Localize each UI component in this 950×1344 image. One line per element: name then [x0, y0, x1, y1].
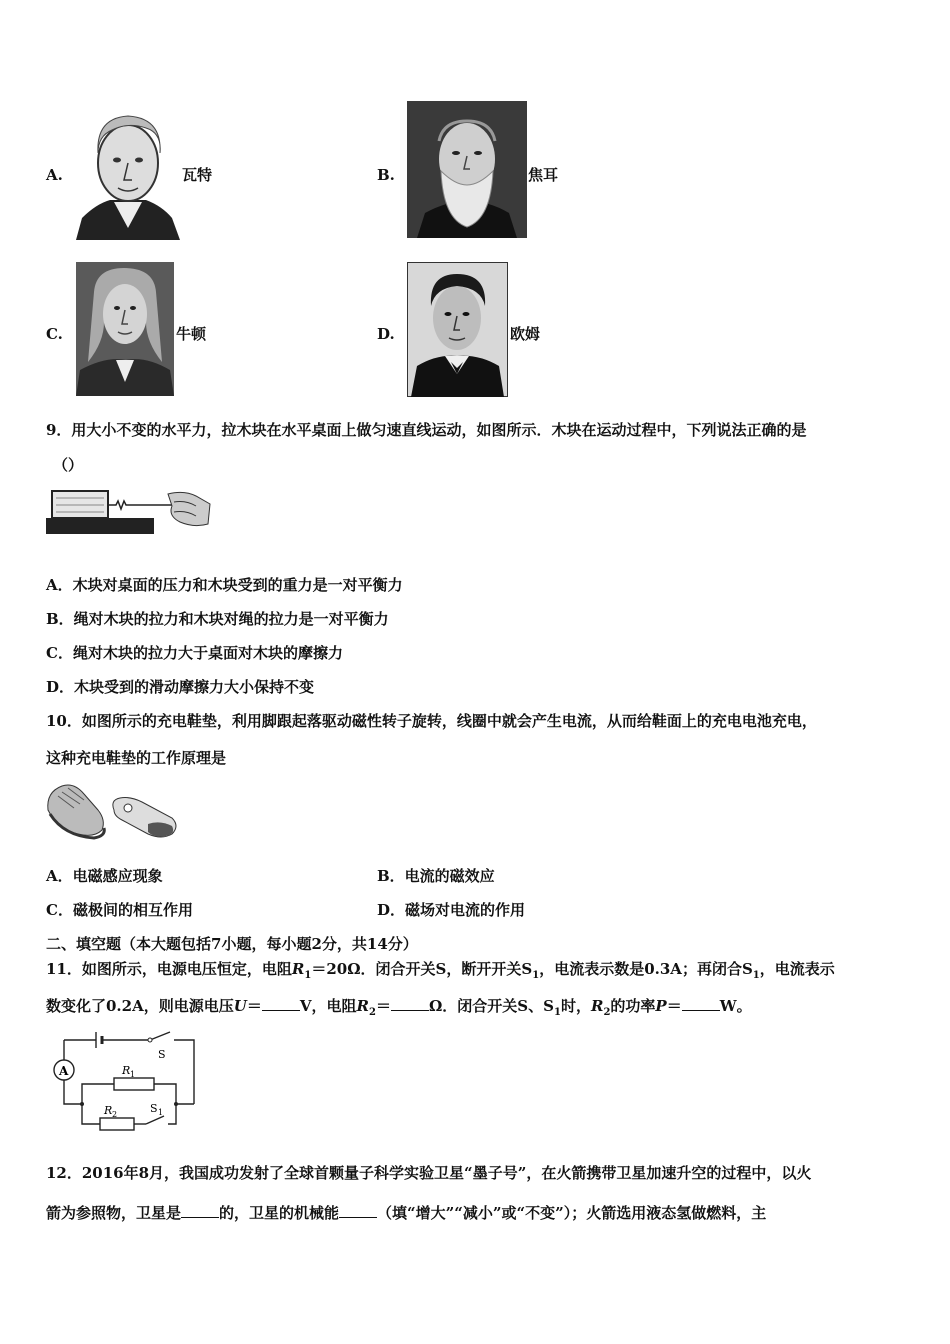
circuit-r1-label: R	[122, 1064, 131, 1077]
q9-stem-line2: （）	[53, 456, 84, 474]
circuit-r2-sub: 2	[112, 1110, 118, 1119]
q9-option-b: B．绳对木块的拉力和木块对绳的拉力是一对平衡力	[46, 610, 389, 628]
q12-blank-motion-state[interactable]	[181, 1203, 219, 1218]
q10-option-d: D．磁场对电流的作用	[377, 901, 526, 919]
q10-option-b: B．电流的磁效应	[377, 867, 495, 885]
q8-option-a-name: 瓦特	[182, 166, 213, 184]
q11-stem-line2: 数变化了0.2A，则电源电压U＝ V，电阻$R_2= \Omega$．闭合开关S、$S_1$时，$R_2$的功率P＝ W。	[46, 997, 752, 1018]
q11-blank-power[interactable]	[682, 996, 720, 1011]
q8-option-a-letter: A.	[46, 166, 63, 184]
circuit-r1-sub: 1	[130, 1070, 136, 1079]
circuit-ammeter-label: A	[59, 1064, 69, 1078]
q11-circuit-diagram	[46, 1028, 204, 1140]
q9-option-d: D．木块受到的滑动摩擦力大小保持不变	[46, 678, 315, 696]
portrait-newton	[76, 262, 174, 396]
circuit-switch-s1-label: S	[150, 1102, 158, 1115]
circuit-switch-s-label: S	[158, 1048, 166, 1061]
q10-option-c: C．磁极间的相互作用	[46, 901, 193, 919]
circuit-r2-label: R	[104, 1104, 113, 1117]
portrait-watt	[76, 108, 180, 240]
q8-option-d-name: 欧姆	[510, 325, 541, 343]
q9-option-a: A．木块对桌面的压力和木块受到的重力是一对平衡力	[46, 576, 403, 594]
q9-option-c: C．绳对木块的拉力大于桌面对木块的摩擦力	[46, 644, 343, 662]
q8-option-c-name: 牛顿	[176, 325, 207, 343]
q8-option-b-letter: B.	[377, 166, 395, 184]
q8-option-d-letter: D.	[377, 325, 395, 343]
q8-option-b-name: 焦耳	[528, 166, 559, 184]
portrait-joule	[407, 101, 527, 238]
q11-stem-line1: 11．如图所示，电源电压恒定，电阻$R_1=20\Omega$．闭合开关S，断开开关$S_1$，电流表示数是0.3A；再闭合$S_1$，电流表示	[46, 960, 835, 981]
q11-blank-resistance[interactable]	[391, 996, 429, 1011]
q9-stem-line1: 9．用大小不变的水平力，拉木块在水平桌面上做匀速直线运动，如图所示．木块在运动过程中，下列说法正确的是	[46, 421, 807, 439]
q10-stem-line2: 这种充电鞋垫的工作原理是	[46, 749, 227, 767]
q12-stem-line1: 12．2016年8月，我国成功发射了全球首颗量子科学实验卫星“墨子号”，在火箭携带卫星加速升空的过程中，以火	[46, 1164, 812, 1182]
q12-blank-mechanical-energy[interactable]	[339, 1203, 377, 1218]
q12-stem-line2: 箭为参照物，卫星是 的，卫星的机械能 （填“增大”“减小”或“不变”）；火箭选用液态氢做燃料，主	[46, 1204, 767, 1222]
q11-blank-voltage[interactable]	[262, 996, 300, 1011]
circuit-switch-s1-sub: 1	[158, 1108, 164, 1117]
portrait-ohm	[407, 262, 508, 397]
q10-figure-charging-insole	[44, 780, 178, 842]
q10-stem-line1: 10．如图所示的充电鞋垫，利用脚跟起落驱动磁性转子旋转，线圈中就会产生电流，从而给鞋面上的充电电池充电，	[46, 712, 817, 730]
q9-figure-block-on-table	[46, 488, 212, 536]
section-heading-fill-in: 二、填空题（本大题包括7小题，每小题2分，共14分）	[46, 935, 418, 953]
q8-option-c-letter: C.	[46, 325, 63, 343]
q10-option-a: A．电磁感应现象	[46, 867, 163, 885]
